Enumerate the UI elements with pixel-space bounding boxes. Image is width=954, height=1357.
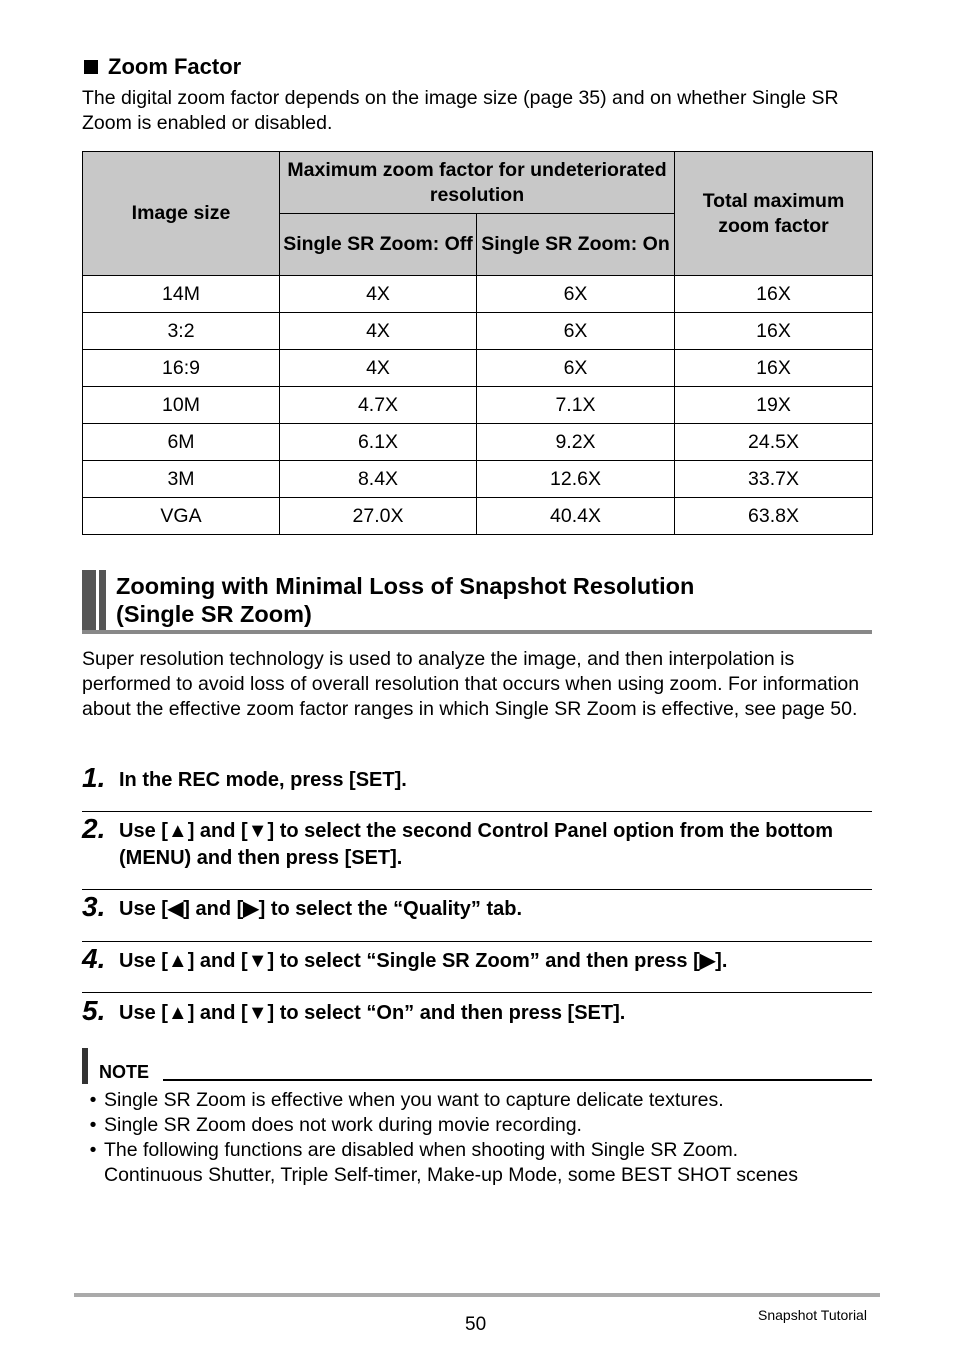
header-total-zoom: Total maximum zoom factor <box>675 152 873 276</box>
page-number: 50 <box>465 1314 487 1335</box>
step-number-1: 1. <box>82 762 106 793</box>
step-divider <box>82 811 872 812</box>
note-underline <box>163 1079 872 1081</box>
section-title-text: Zoom Factor <box>108 54 242 79</box>
heading-bars-decoration <box>82 570 108 630</box>
step-divider <box>82 889 872 890</box>
step-number-2: 2. <box>82 813 106 844</box>
cell-image-size: 10M <box>83 387 280 424</box>
table-row <box>83 276 873 313</box>
heading-line-1: Zooming with Minimal Loss of Snapshot Resolution <box>116 573 695 599</box>
table-row <box>83 461 873 498</box>
table-row <box>83 313 873 350</box>
cell-image-size: VGA <box>83 498 280 535</box>
cell-total: 24.5X <box>675 424 873 461</box>
footer-rule <box>74 1293 880 1297</box>
cell-image-size: 16:9 <box>83 350 280 387</box>
note-item-text: Single SR Zoom does not work during movie recording. <box>104 1114 582 1136</box>
footer-section-label: Snapshot Tutorial <box>758 1307 867 1323</box>
step-text-3: Use [◀] and [▶] to select the “Quality” tab. <box>119 898 523 920</box>
note-list <box>82 1088 872 1188</box>
cell-total: 19X <box>675 387 873 424</box>
note-bar-decoration <box>82 1048 88 1084</box>
note-item-text: Single SR Zoom is effective when you want to capture delicate textures. <box>104 1089 724 1111</box>
table-row <box>83 498 873 535</box>
section-title <box>84 54 241 80</box>
step-text-1: In the REC mode, press [SET]. <box>119 769 407 791</box>
cell-total: 16X <box>675 350 873 387</box>
cell-sr-off: 27.0X <box>280 498 477 535</box>
table-row <box>83 424 873 461</box>
header-max-zoom: Maximum zoom factor for undeteriorated resolution <box>280 152 675 214</box>
cell-sr-off: 4.7X <box>280 387 477 424</box>
step-divider <box>82 941 872 942</box>
cell-image-size: 6M <box>83 424 280 461</box>
step-divider <box>82 992 872 993</box>
cell-total: 33.7X <box>675 461 873 498</box>
list-item <box>82 1138 872 1163</box>
step-text-4: Use [▲] and [▼] to select “Single SR Zoom” and then press [▶]. <box>119 950 728 972</box>
bullet: • <box>89 1139 97 1161</box>
zoom-factor-table <box>82 151 873 535</box>
cell-sr-off: 8.4X <box>280 461 477 498</box>
cell-sr-off: 4X <box>280 350 477 387</box>
square-bullet-icon <box>84 60 98 74</box>
cell-sr-off: 4X <box>280 276 477 313</box>
header-sr-off: Single SR Zoom: Off <box>280 214 477 276</box>
cell-sr-on: 6X <box>477 350 675 387</box>
bullet: • <box>89 1089 97 1111</box>
heading-line-2: (Single SR Zoom) <box>116 601 312 627</box>
cell-sr-on: 6X <box>477 313 675 350</box>
header-image-size: Image size <box>83 152 280 276</box>
heading-underline <box>82 630 872 634</box>
cell-image-size: 14M <box>83 276 280 313</box>
heading-title <box>116 572 856 628</box>
note-item-text: The following functions are disabled when shooting with Single SR Zoom. <box>104 1139 739 1161</box>
cell-sr-on: 7.1X <box>477 387 675 424</box>
cell-image-size: 3:2 <box>83 313 280 350</box>
table-row <box>83 350 873 387</box>
step-text-2: Use [▲] and [▼] to select the second Control Panel option from the bottom (MENU) and then press [SET]. <box>119 820 834 869</box>
cell-sr-off: 6.1X <box>280 424 477 461</box>
body-paragraph: Super resolution technology is used to analyze the image, and then interpolation is performed to avoid loss of overall resolution that occurs when using zoom. For information about the effective zoom factor ranges in which Single SR Zoom is effective, see page 50. <box>82 648 860 720</box>
step-number-3: 3. <box>82 891 106 922</box>
cell-total: 16X <box>675 276 873 313</box>
cell-sr-off: 4X <box>280 313 477 350</box>
cell-sr-on: 9.2X <box>477 424 675 461</box>
cell-total: 16X <box>675 313 873 350</box>
cell-sr-on: 40.4X <box>477 498 675 535</box>
cell-sr-on: 6X <box>477 276 675 313</box>
cell-total: 63.8X <box>675 498 873 535</box>
header-sr-on: Single SR Zoom: On <box>477 214 675 276</box>
intro-paragraph: The digital zoom factor depends on the image size (page 35) and on whether Single SR Zoom is enabled or disabled. <box>82 87 839 134</box>
note-continuation: Continuous Shutter, Triple Self-timer, Make-up Mode, some BEST SHOT scenes <box>104 1164 799 1186</box>
list-item <box>82 1088 872 1113</box>
cell-image-size: 3M <box>83 461 280 498</box>
table-row <box>83 387 873 424</box>
step-number-5: 5. <box>82 995 106 1026</box>
bullet: • <box>89 1114 97 1136</box>
note-label: NOTE <box>99 1062 150 1082</box>
cell-sr-on: 12.6X <box>477 461 675 498</box>
step-number-4: 4. <box>82 943 106 974</box>
list-item <box>82 1113 872 1138</box>
step-text-5: Use [▲] and [▼] to select “On” and then press [SET]. <box>119 1002 626 1024</box>
